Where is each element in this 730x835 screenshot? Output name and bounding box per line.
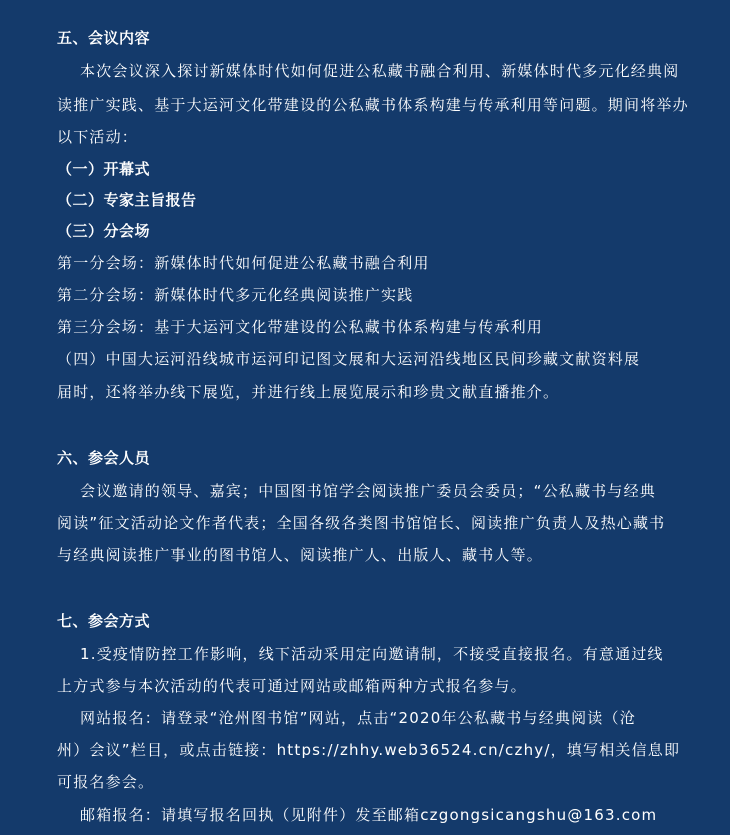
section-6-body-line: 会议邀请的领导、嘉宾；中国图书馆学会阅读推广委员会委员；“公私藏书与经典 xyxy=(80,482,656,500)
activity-keynote: （二）专家主旨报告 xyxy=(57,191,197,209)
section-5-intro-line: 以下活动： xyxy=(57,128,139,146)
subvenue-item: 第一分会场：新媒体时代如何促进公私藏书融合利用 xyxy=(57,254,430,272)
subvenue-item: 第三分会场：基于大运河文化带建设的公私藏书体系构建与传承利用 xyxy=(57,318,544,336)
section-6-body-line: 阅读”征文活动论文作者代表；全国各级各类图书馆馆长、阅读推广负责人及热心藏书 xyxy=(57,514,666,532)
section-5-intro-line: 本次会议深入探讨新媒体时代如何促进公私藏书融合利用、新媒体时代多元化经典阅 xyxy=(80,62,680,80)
activity-opening: （一）开幕式 xyxy=(57,160,151,178)
website-registration-line: 网站报名：请登录“沧州图书馆”网站，点击“2020年公私藏书与经典阅读（沧 xyxy=(80,709,636,727)
website-registration-link-line[interactable]: 州）会议”栏目，或点击链接：https://zhhy.web36524.cn/czhy/，填写相关信息即 xyxy=(57,741,681,759)
activity-subvenues: （三）分会场 xyxy=(57,222,151,240)
activity-exhibition: （四）中国大运河沿线城市运河印记图文展和大运河沿线地区民间珍藏文献资料展 xyxy=(57,350,641,368)
section-7-body-line: 1.受疫情防控工作影响，线下活动采用定向邀请制，不接受直接报名。有意通过线 xyxy=(80,645,664,663)
section-5-heading: 五、会议内容 xyxy=(57,29,151,47)
section-7-body-line: 上方式参与本次活动的代表可通过网站或邮箱两种方式报名参与。 xyxy=(57,677,527,695)
section-7-heading: 七、参会方式 xyxy=(57,612,151,630)
section-5-intro-line: 读推广实践、基于大运河文化带建设的公私藏书体系构建与传承利用等问题。期间将举办 xyxy=(57,96,689,114)
subvenue-item: 第二分会场：新媒体时代多元化经典阅读推广实践 xyxy=(57,286,414,304)
activity-exhibition-detail: 届时，还将举办线下展览，并进行线上展览展示和珍贵文献直播推介。 xyxy=(57,383,560,401)
section-7-body-line: 可报名参会。 xyxy=(57,773,155,791)
section-6-body-line: 与经典阅读推广事业的图书馆人、阅读推广人、出版人、藏书人等。 xyxy=(57,546,544,564)
section-6-heading: 六、参会人员 xyxy=(57,449,151,467)
email-registration-line: 邮箱报名：请填写报名回执（见附件）发至邮箱czgongsicangshu@163.com xyxy=(80,806,658,824)
